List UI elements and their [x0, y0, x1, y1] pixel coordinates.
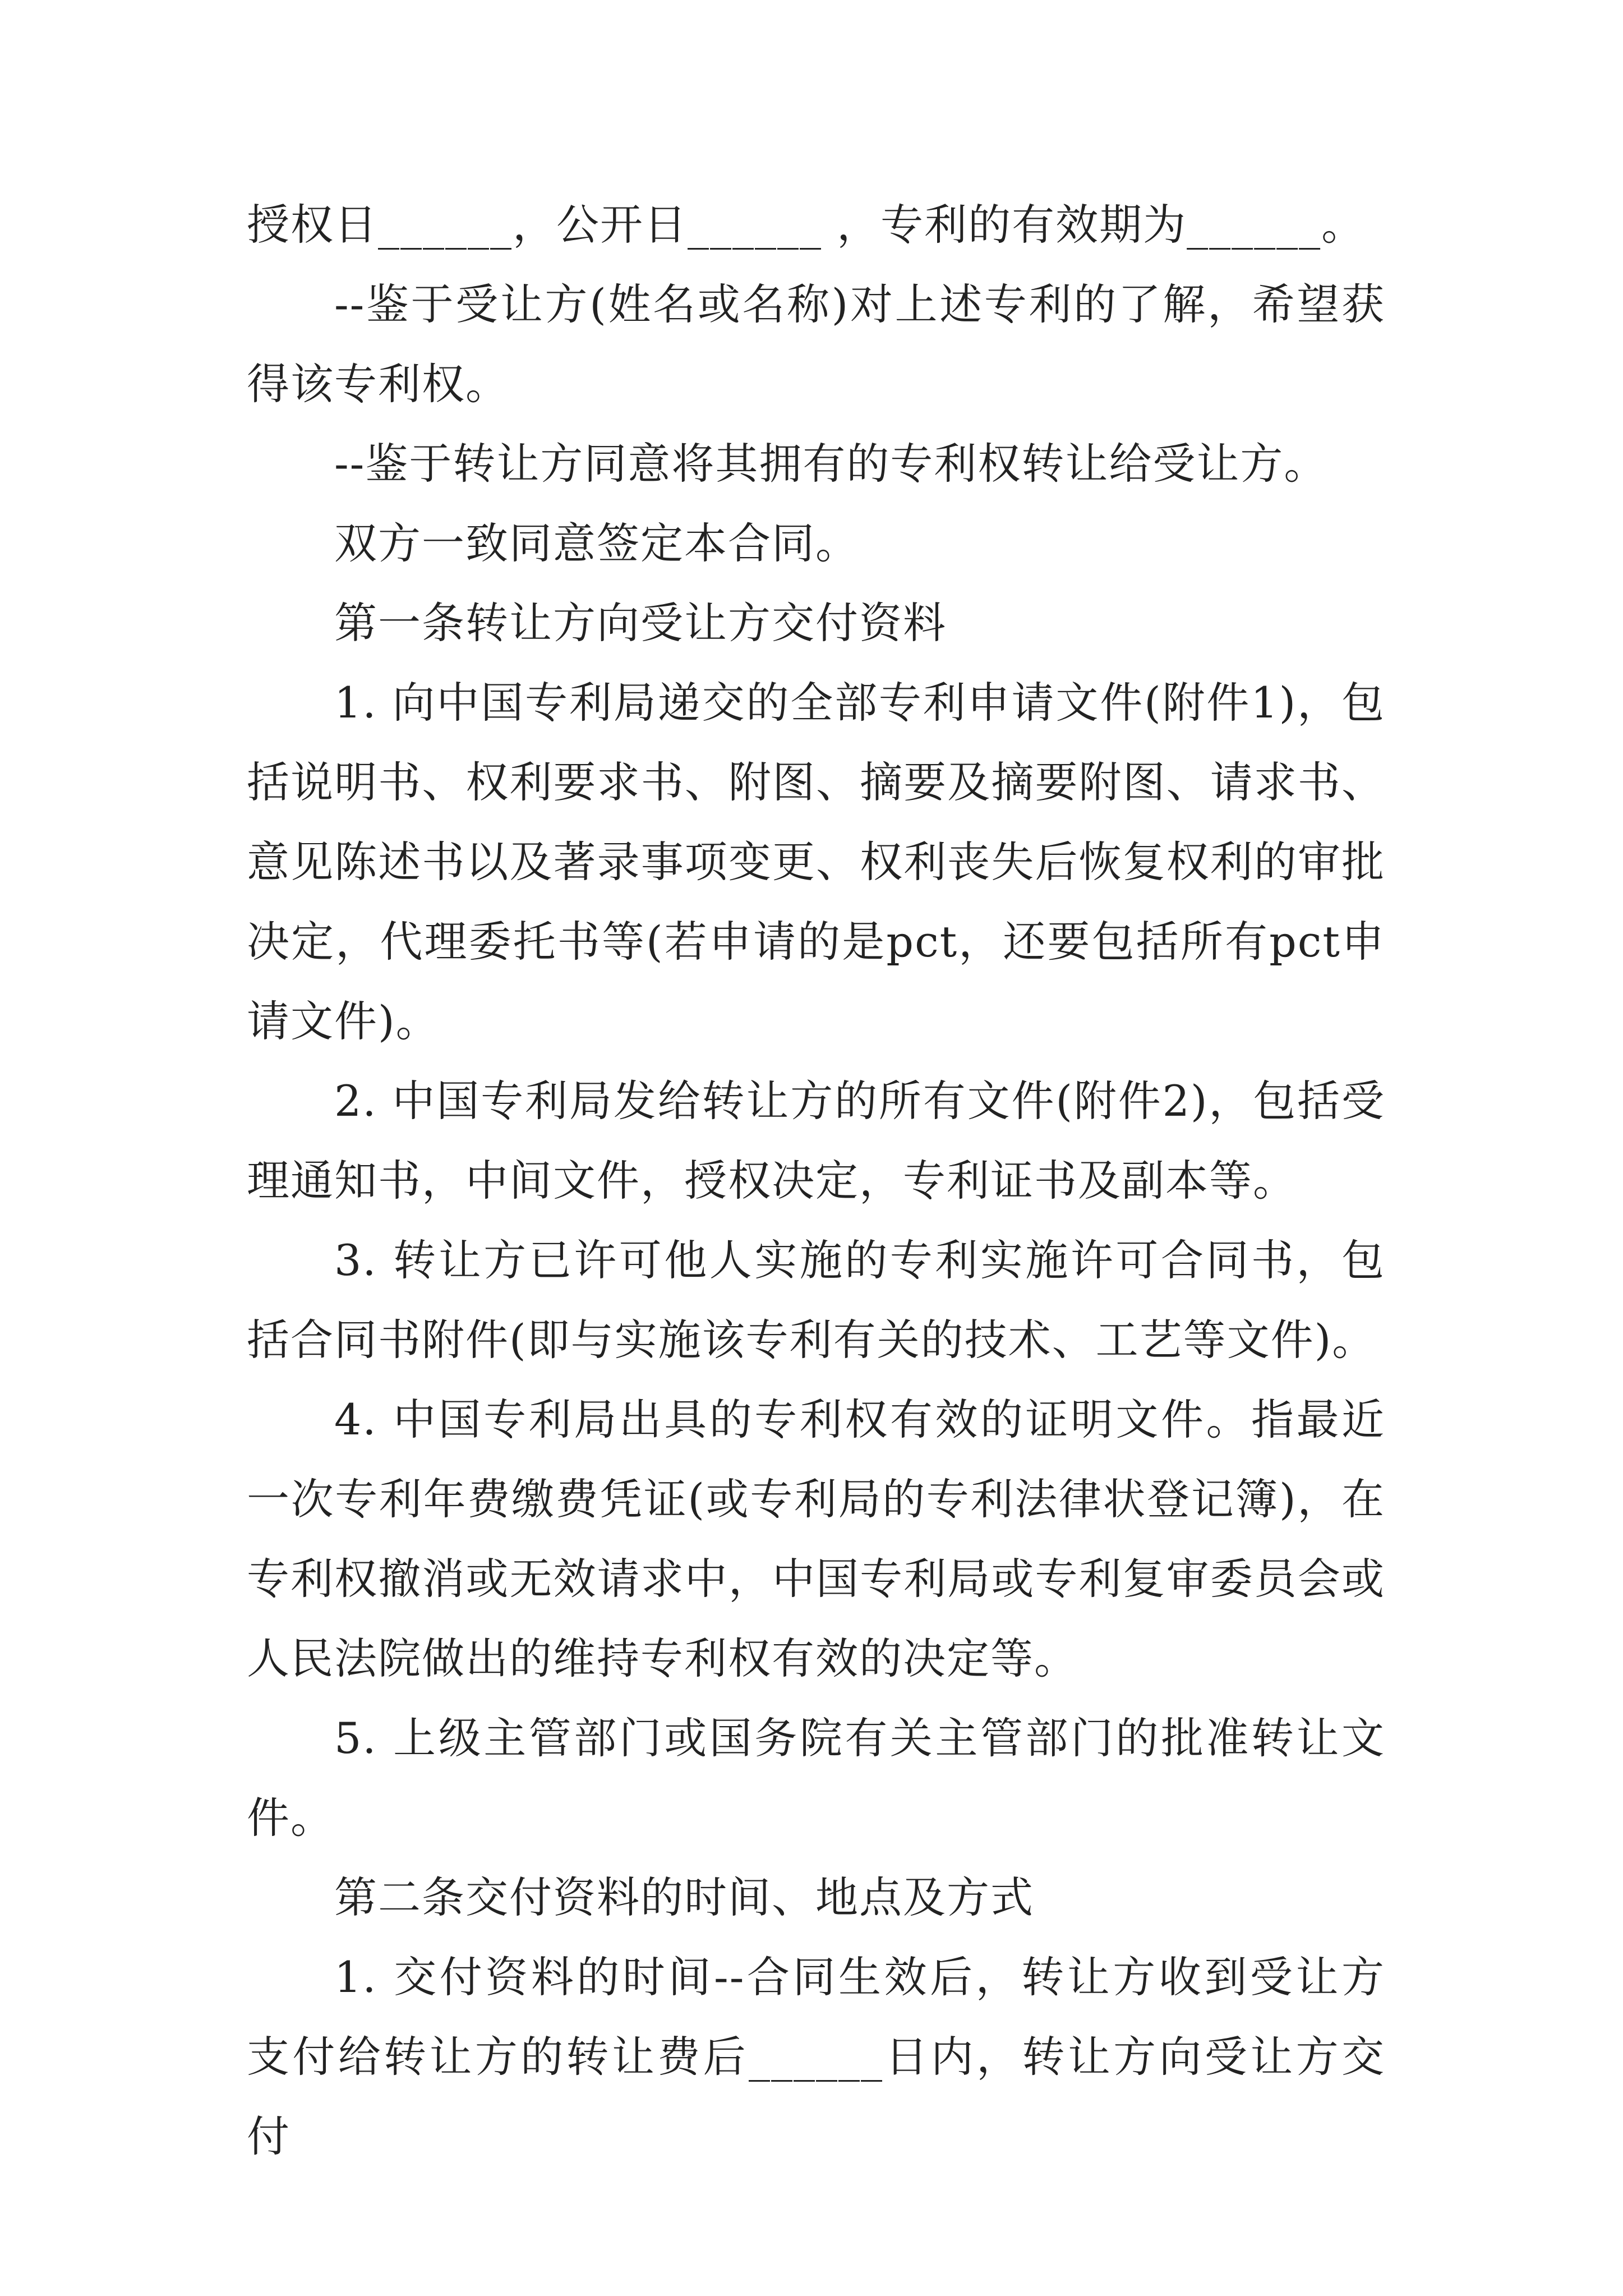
patent-dates-line: 授权日______，公开日______ ，专利的有效期为______。 — [247, 200, 1366, 250]
recital-assignor: --鉴于转让方同意将其拥有的专利权转让给受让方。 — [334, 439, 1328, 489]
agreement-statement: 双方一致同意签定本合同。 — [334, 518, 859, 568]
recital-assignee: --鉴于受让方(姓名或名称)对上述专利的了解，希望获得该专利权。 — [247, 279, 1385, 409]
article-1-heading: 第一条转让方向受让方交付资料 — [334, 598, 947, 648]
article-2-item-1: 1. 交付资料的时间--合同生效后，转让方收到受让方支付给转让方的转让费后______日内，转让方向受让方交付 — [247, 1952, 1385, 2161]
article-1-item-2: 2. 中国专利局发给转让方的所有文件(附件2)，包括受理通知书，中间文件，授权决定，专利证书及副本等。 — [247, 1076, 1385, 1205]
article-1-item-5: 5. 上级主管部门或国务院有关主管部门的批准转让文件。 — [247, 1713, 1385, 1843]
document-page — [247, 185, 1385, 2177]
article-1-item-4: 4. 中国专利局出具的专利权有效的证明文件。指最近一次专利年费缴费凭证(或专利局的专利法律状登记簿)，在专利权撤消或无效请求中，中国专利局或专利复审委员会或人民法院做出的维持专利权有效的决定等。 — [247, 1395, 1385, 1683]
article-2-heading: 第二条交付资料的时间、地点及方式 — [334, 1872, 1034, 1922]
article-1-item-3: 3. 转让方已许可他人实施的专利实施许可合同书，包括合同书附件(即与实施该专利有关的技术、工艺等文件)。 — [247, 1235, 1385, 1365]
article-1-item-1: 1. 向中国专利局递交的全部专利申请文件(附件1)，包括说明书、权利要求书、附图、摘要及摘要附图、请求书、意见陈述书以及著录事项变更、权利丧失后恢复权利的审批决定，代理委托书等(若申请的是pct，还要包括所有pct申请文件)。 — [247, 678, 1385, 1046]
